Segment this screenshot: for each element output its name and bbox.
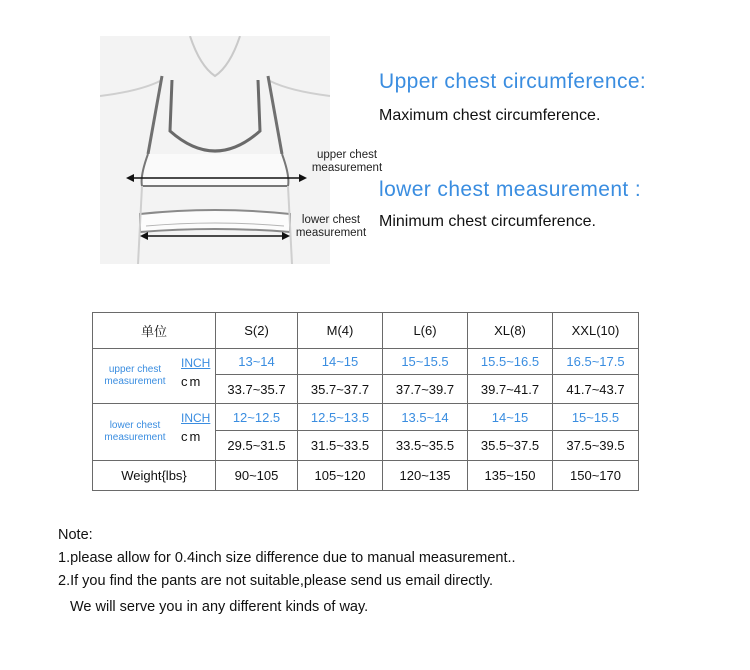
table-cell: 16.5~17.5	[553, 349, 639, 375]
size-header: XXL(10)	[553, 313, 639, 349]
table-cell: 90~105	[216, 461, 298, 491]
table-row	[93, 404, 639, 431]
note-line: We will serve you in any different kinds of way.	[70, 599, 369, 615]
note-line: 1.please allow for 0.4inch size difference due to manual measurement..	[58, 550, 516, 566]
table-cell: 33.7~35.7	[216, 375, 298, 404]
upper-chest-annotation: upper chest measurement	[311, 149, 383, 174]
table-cell: 13~14	[216, 349, 298, 375]
lower-chest-row-label: lower chest measurement INCH cm	[93, 404, 216, 461]
size-header: L(6)	[383, 313, 468, 349]
table-row	[93, 349, 639, 375]
table-header-row	[93, 313, 639, 349]
table-cell: 120~135	[383, 461, 468, 491]
table-cell: 15~15.5	[553, 404, 639, 431]
table-cell: 14~15	[298, 349, 383, 375]
table-cell: 135~150	[468, 461, 553, 491]
size-chart-table	[92, 312, 639, 491]
table-row	[93, 461, 639, 491]
note-title: Note:	[58, 527, 93, 543]
table-cell: 29.5~31.5	[216, 431, 298, 461]
table-cell: 12.5~13.5	[298, 404, 383, 431]
lower-chest-annotation: lower chest measurement	[295, 214, 367, 239]
size-header: XL(8)	[468, 313, 553, 349]
table-cell: 39.7~41.7	[468, 375, 553, 404]
weight-row-label: Weight{lbs}	[93, 461, 216, 491]
lower-chest-description: Minimum chest circumference.	[379, 213, 596, 230]
size-header: M(4)	[298, 313, 383, 349]
table-cell: 41.7~43.7	[553, 375, 639, 404]
table-cell: 150~170	[553, 461, 639, 491]
table-cell: 13.5~14	[383, 404, 468, 431]
upper-chest-row-label: upper chest measurement INCH cm	[93, 349, 216, 404]
table-cell: 12~12.5	[216, 404, 298, 431]
lower-chest-title: lower chest measurement :	[379, 178, 642, 201]
unit-header: 单位	[93, 313, 216, 349]
upper-chest-title: Upper chest circumference:	[379, 70, 647, 93]
table-cell: 35.7~37.7	[298, 375, 383, 404]
size-header: S(2)	[216, 313, 298, 349]
table-cell: 15.5~16.5	[468, 349, 553, 375]
table-cell: 37.7~39.7	[383, 375, 468, 404]
table-cell: 14~15	[468, 404, 553, 431]
table-cell: 33.5~35.5	[383, 431, 468, 461]
table-cell: 35.5~37.5	[468, 431, 553, 461]
table-cell: 15~15.5	[383, 349, 468, 375]
table-cell: 105~120	[298, 461, 383, 491]
note-line: 2.If you find the pants are not suitable,please send us email directly.	[58, 573, 493, 589]
upper-chest-description: Maximum chest circumference.	[379, 107, 601, 124]
table-cell: 31.5~33.5	[298, 431, 383, 461]
table-cell: 37.5~39.5	[553, 431, 639, 461]
